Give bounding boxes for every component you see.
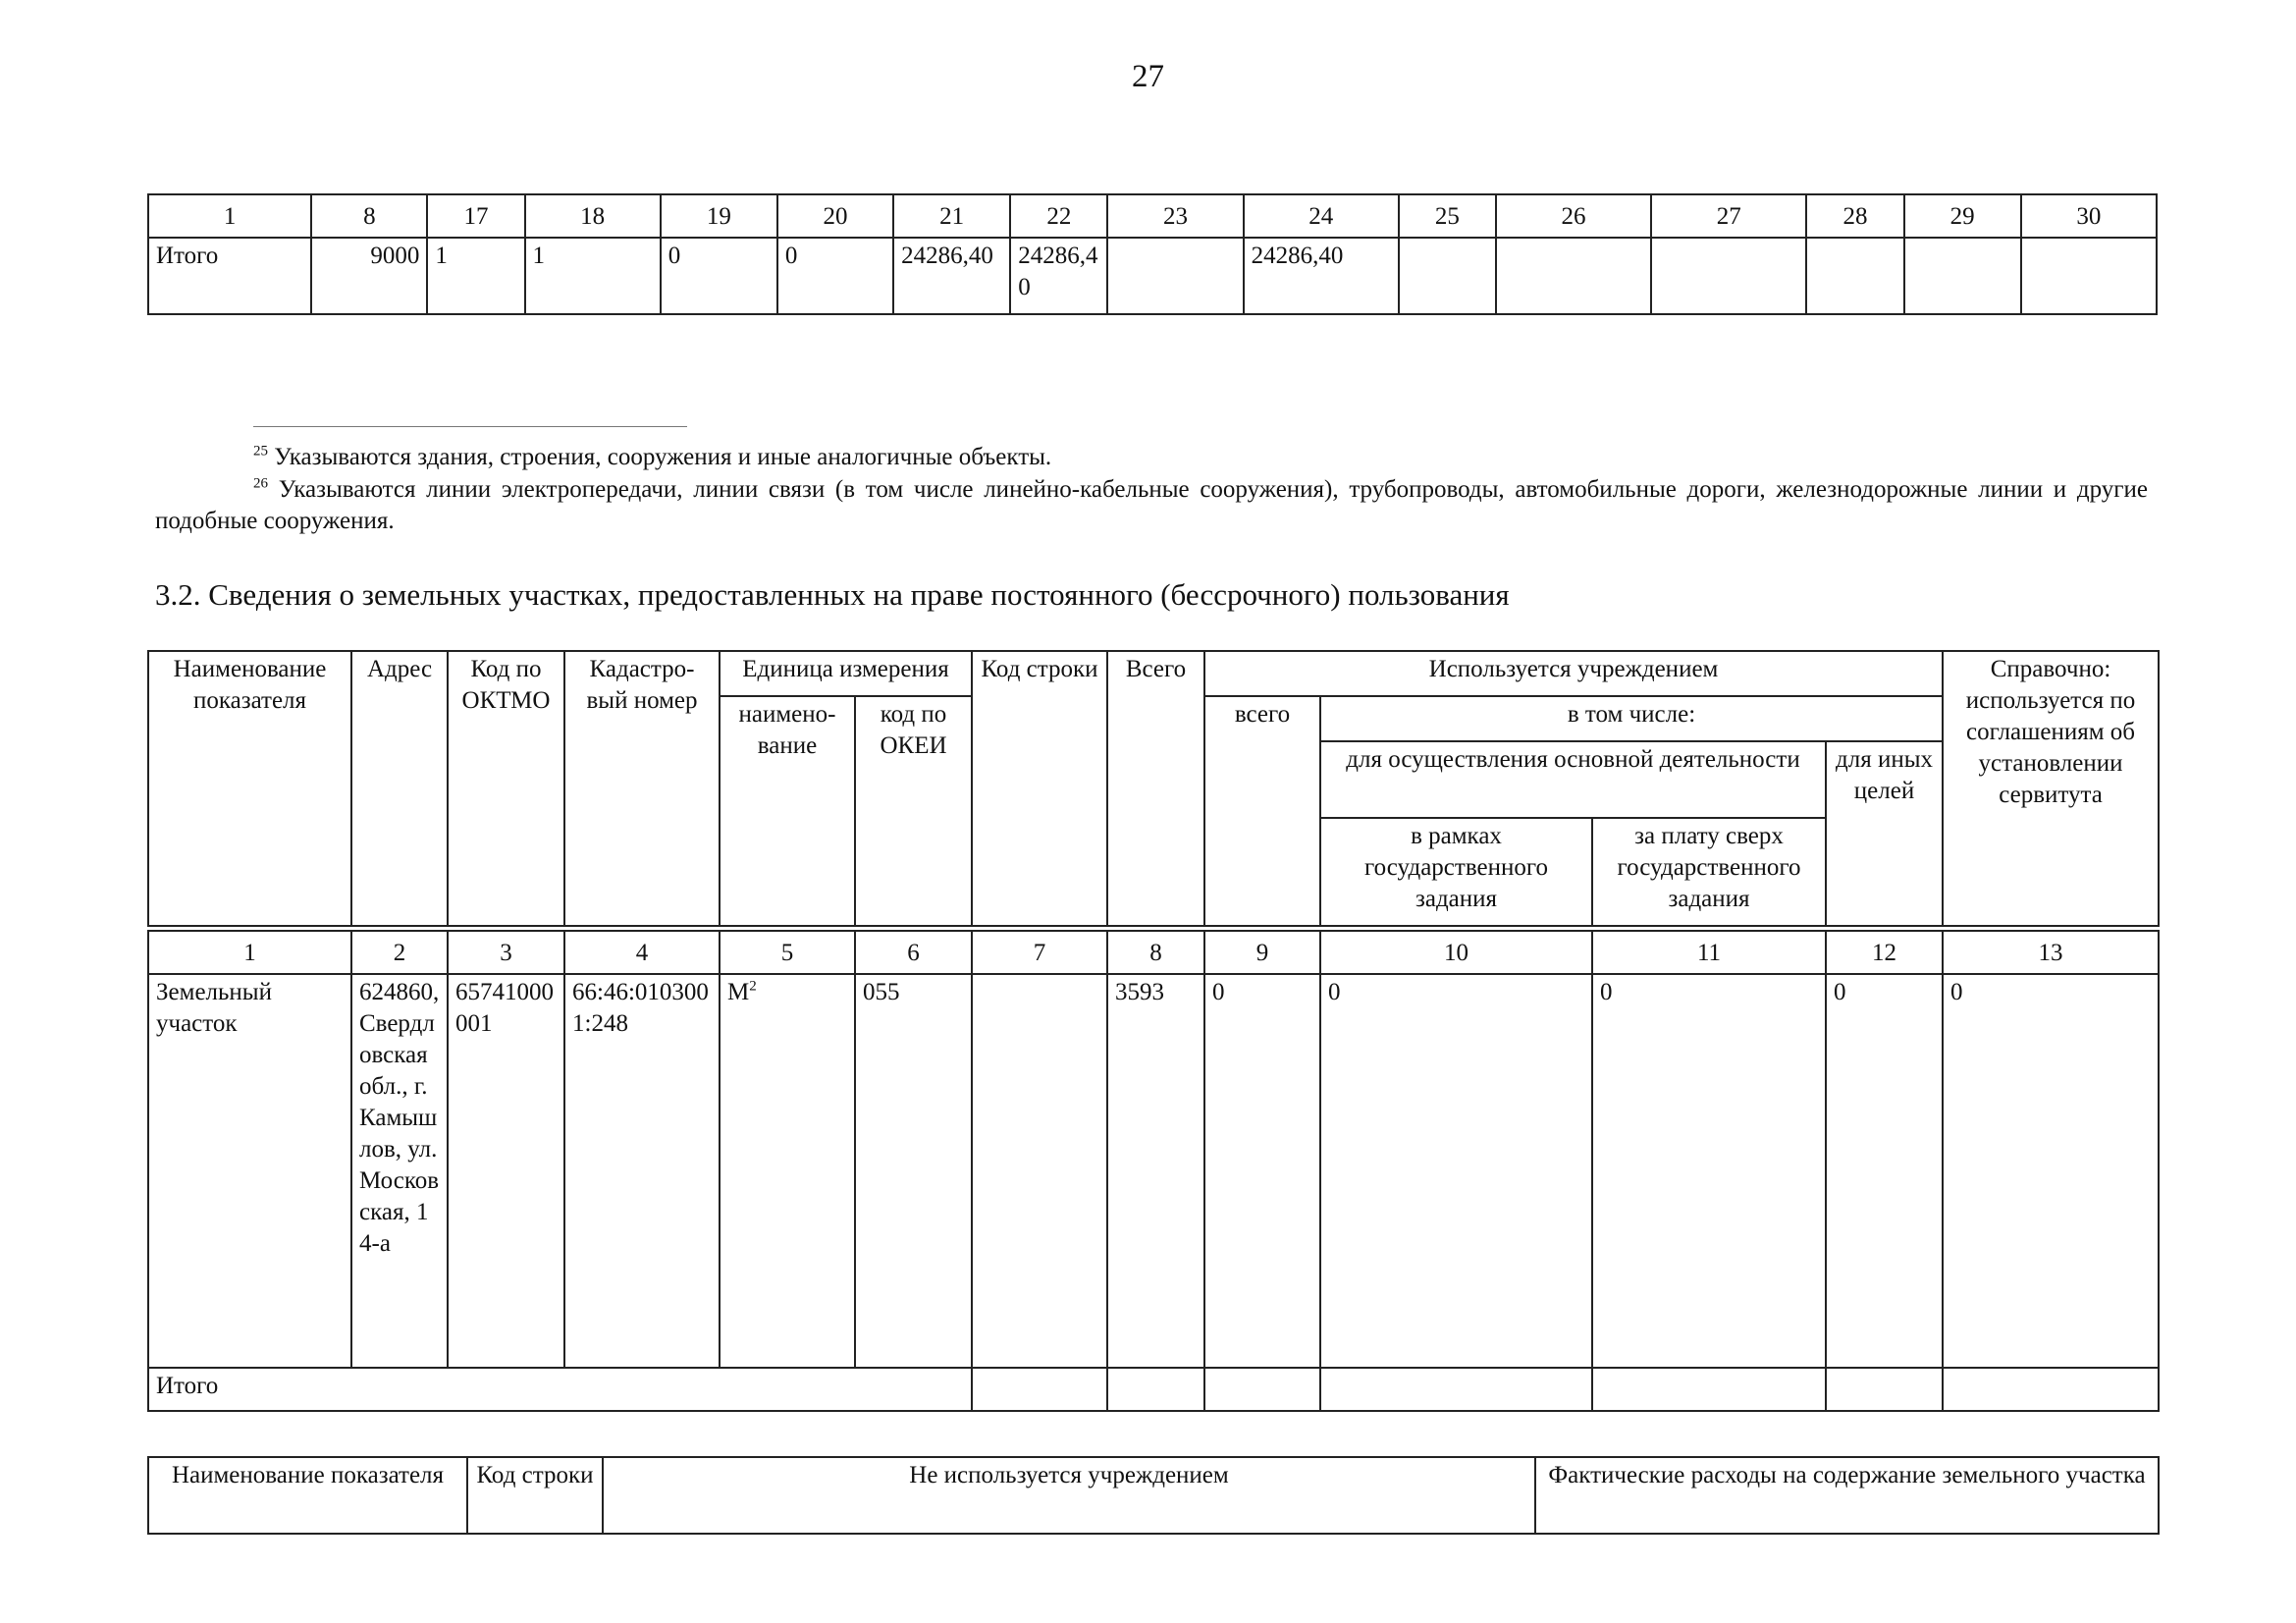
section-heading: 3.2. Сведения о земельных участках, предоставленных на праве постоянного (бессрочного) пользования bbox=[155, 577, 1510, 612]
land-table-header bbox=[147, 650, 2160, 927]
cell-unit bbox=[720, 974, 855, 1368]
cell-name: Земельный участок bbox=[148, 974, 351, 1368]
summary-col-number: 20 bbox=[777, 194, 893, 238]
summary-col-number: 17 bbox=[427, 194, 524, 238]
summary-col-number: 18 bbox=[525, 194, 661, 238]
table-row bbox=[148, 974, 2159, 1368]
footnote-divider bbox=[253, 426, 687, 427]
unit-base: М bbox=[727, 979, 750, 1005]
column-number: 1 bbox=[148, 931, 351, 974]
cell-okei: 055 bbox=[855, 974, 972, 1368]
summary-col-number: 25 bbox=[1399, 194, 1496, 238]
summary-col-number: 1 bbox=[148, 194, 311, 238]
cell-cadastral: 66:46:0103001:248 bbox=[564, 974, 720, 1368]
header-used-total: всего bbox=[1204, 696, 1320, 926]
column-numbers-row bbox=[148, 931, 2159, 974]
footnote-26 bbox=[155, 474, 2148, 537]
summary-col-number: 22 bbox=[1010, 194, 1107, 238]
total-cell bbox=[1320, 1368, 1592, 1411]
footnote-25 bbox=[253, 442, 2158, 473]
header-total: Всего bbox=[1107, 651, 1204, 926]
cell-used-total: 0 bbox=[1204, 974, 1320, 1368]
header-unit: Единица измерения bbox=[720, 651, 972, 696]
summary-cell bbox=[1496, 238, 1651, 314]
expenses-table bbox=[147, 1456, 2160, 1535]
column-number: 6 bbox=[855, 931, 972, 974]
summary-col-number: 23 bbox=[1107, 194, 1243, 238]
footnote-text: Указываются здания, строения, сооружения и иные аналогичные объекты. bbox=[274, 444, 1052, 470]
header-state-task: в рамках государственного задания bbox=[1320, 818, 1592, 926]
summary-col-number: 8 bbox=[311, 194, 427, 238]
column-number: 9 bbox=[1204, 931, 1320, 974]
summary-cell bbox=[1904, 238, 2021, 314]
header-including: в том числе: bbox=[1320, 696, 1943, 741]
summary-cell bbox=[2021, 238, 2157, 314]
footnote-text: Указываются линии электропередачи, линии связи (в том числе линейно-кабельные сооружения), трубопроводы, автомобильные дороги, железнодорожные линии и другие подобные сооружения. bbox=[155, 476, 2149, 534]
column-number: 12 bbox=[1826, 931, 1943, 974]
page-number: 27 bbox=[1132, 59, 1164, 94]
header-cadastral: Кадастро-вый номер bbox=[564, 651, 720, 926]
cell-address: 624860, Свердловская обл., г. Камышлов, ул. Московская, 14-а bbox=[351, 974, 448, 1368]
header-reference: Справочно: используется по соглашениям об установлении сервитута bbox=[1943, 651, 2159, 926]
header-address: Адрес bbox=[351, 651, 448, 926]
header-indicator-name: Наименование показателя bbox=[148, 651, 351, 926]
total-cell bbox=[1943, 1368, 2159, 1411]
summary-col-number: 21 bbox=[893, 194, 1010, 238]
summary-cell bbox=[1399, 238, 1496, 314]
cell-total: 3593 bbox=[1107, 974, 1204, 1368]
summary-col-number: 24 bbox=[1244, 194, 1399, 238]
column-number: 4 bbox=[564, 931, 720, 974]
total-cell bbox=[1204, 1368, 1320, 1411]
summary-cell bbox=[1651, 238, 1806, 314]
header-other-purposes: для иных целей bbox=[1826, 741, 1943, 926]
expenses-indicator-name: Наименование показателя bbox=[148, 1457, 467, 1534]
column-number: 11 bbox=[1592, 931, 1826, 974]
cell-row-code bbox=[972, 974, 1107, 1368]
summary-col-number: 29 bbox=[1904, 194, 2021, 238]
summary-cell: 24286,40 bbox=[1244, 238, 1399, 314]
summary-table bbox=[147, 193, 2158, 315]
header-okei: код по ОКЕИ bbox=[855, 696, 972, 926]
cell-other: 0 bbox=[1826, 974, 1943, 1368]
expenses-row-code: Код строки bbox=[467, 1457, 603, 1534]
summary-header-row bbox=[148, 194, 2157, 238]
summary-cell: 1 bbox=[525, 238, 661, 314]
expenses-not-used: Не используется учреждением bbox=[603, 1457, 1535, 1534]
header-used: Используется учреждением bbox=[1204, 651, 1943, 696]
column-number: 7 bbox=[972, 931, 1107, 974]
header-oktmo: Код по ОКТМО bbox=[448, 651, 564, 926]
column-number: 10 bbox=[1320, 931, 1592, 974]
header-row-code: Код строки bbox=[972, 651, 1107, 926]
summary-cell: 24286,40 bbox=[893, 238, 1010, 314]
summary-cell: 9000 bbox=[311, 238, 427, 314]
column-number: 2 bbox=[351, 931, 448, 974]
header-main-activity: для осуществления основной деятельности bbox=[1320, 741, 1826, 818]
total-cell bbox=[1592, 1368, 1826, 1411]
land-table-body bbox=[147, 930, 2160, 1412]
summary-col-number: 30 bbox=[2021, 194, 2157, 238]
cell-reference: 0 bbox=[1943, 974, 2159, 1368]
unit-exponent: 2 bbox=[749, 978, 757, 995]
summary-col-number: 28 bbox=[1806, 194, 1903, 238]
footnote-mark: 25 bbox=[253, 443, 268, 460]
cell-state-task: 0 bbox=[1320, 974, 1592, 1368]
total-cell bbox=[1107, 1368, 1204, 1411]
cell-oktmo: 65741000001 bbox=[448, 974, 564, 1368]
summary-cell: 0 bbox=[777, 238, 893, 314]
summary-col-number: 27 bbox=[1651, 194, 1806, 238]
summary-cell: 24286,40 bbox=[1010, 238, 1107, 314]
total-label: Итого bbox=[148, 1368, 972, 1411]
cell-paid: 0 bbox=[1592, 974, 1826, 1368]
total-cell bbox=[1826, 1368, 1943, 1411]
summary-col-number: 19 bbox=[661, 194, 777, 238]
column-number: 3 bbox=[448, 931, 564, 974]
summary-cell: 1 bbox=[427, 238, 524, 314]
total-row bbox=[148, 1368, 2159, 1411]
footnote-mark: 26 bbox=[253, 475, 268, 492]
summary-total-row bbox=[148, 238, 2157, 314]
total-cell bbox=[972, 1368, 1107, 1411]
summary-cell: 0 bbox=[661, 238, 777, 314]
expenses-actual: Фактические расходы на содержание земельного участка bbox=[1535, 1457, 2159, 1534]
column-number: 13 bbox=[1943, 931, 2159, 974]
header-unit-name: наимено-вание bbox=[720, 696, 855, 926]
column-number: 5 bbox=[720, 931, 855, 974]
column-number: 8 bbox=[1107, 931, 1204, 974]
summary-total-label: Итого bbox=[148, 238, 311, 314]
header-paid: за плату сверх государственного задания bbox=[1592, 818, 1826, 926]
summary-cell bbox=[1806, 238, 1903, 314]
summary-cell bbox=[1107, 238, 1243, 314]
summary-col-number: 26 bbox=[1496, 194, 1651, 238]
